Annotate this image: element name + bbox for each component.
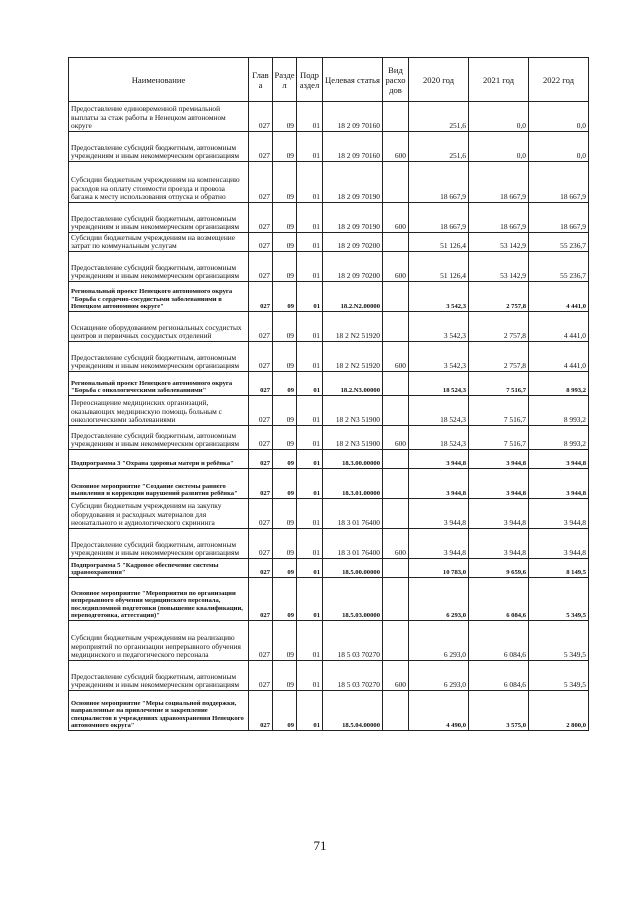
cell-podrazdel: 01 — [297, 621, 323, 661]
cell-y2021: 0,0 — [469, 132, 529, 162]
cell-name: Субсидии бюджетным учреждениям на возмещение затрат по коммунальным услугам — [69, 233, 249, 252]
cell-glava: 027 — [249, 691, 273, 731]
cell-vid: 600 — [383, 132, 409, 162]
header-name: Наименование — [69, 58, 249, 102]
cell-y2020: 51 126,4 — [409, 233, 469, 252]
cell-vid — [383, 102, 409, 132]
cell-y2022: 3 944,8 — [529, 499, 589, 529]
header-podrazdel: Подр аздел — [297, 58, 323, 102]
cell-y2021: 7 516,7 — [469, 426, 529, 450]
cell-name: Предоставление субсидий бюджетным, автономным учреждениям и иным некоммерческим организациям — [69, 426, 249, 450]
cell-y2022: 0,0 — [529, 102, 589, 132]
cell-target: 18.3.01.00000 — [323, 469, 383, 499]
cell-y2022: 4 441,0 — [529, 342, 589, 372]
cell-podrazdel: 01 — [297, 342, 323, 372]
table-row — [69, 102, 589, 132]
cell-glava: 027 — [249, 233, 273, 252]
header-2021: 2021 год — [469, 58, 529, 102]
table-row — [69, 661, 589, 691]
cell-target: 18.3.00.00000 — [323, 450, 383, 469]
cell-razdel: 09 — [273, 203, 297, 233]
cell-podrazdel: 01 — [297, 450, 323, 469]
table-row — [69, 469, 589, 499]
cell-vid: 600 — [383, 342, 409, 372]
cell-vid: 600 — [383, 661, 409, 691]
cell-glava: 027 — [249, 469, 273, 499]
table-row — [69, 233, 589, 252]
cell-y2021: 18 667,9 — [469, 203, 529, 233]
table-row — [69, 162, 589, 203]
cell-y2020: 6 293,0 — [409, 661, 469, 691]
cell-y2021: 3 944,8 — [469, 450, 529, 469]
cell-name: Региональный проект Ненецкого автономного округа "Борьба с онкологическими заболеваниями" — [69, 372, 249, 396]
cell-razdel: 09 — [273, 450, 297, 469]
cell-glava: 027 — [249, 162, 273, 203]
cell-vid — [383, 621, 409, 661]
cell-podrazdel: 01 — [297, 312, 323, 342]
cell-razdel: 09 — [273, 559, 297, 578]
cell-glava: 027 — [249, 621, 273, 661]
cell-glava: 027 — [249, 312, 273, 342]
header-glava: Глав а — [249, 58, 273, 102]
cell-y2022: 0,0 — [529, 132, 589, 162]
cell-y2020: 3 944,8 — [409, 499, 469, 529]
cell-name: Предоставление единовременной премиальной выплаты за стаж работы в Ненецком автономном округе — [69, 102, 249, 132]
cell-glava: 027 — [249, 578, 273, 621]
cell-glava: 027 — [249, 426, 273, 450]
cell-y2020: 18 667,9 — [409, 203, 469, 233]
cell-glava: 027 — [249, 372, 273, 396]
cell-name: Основное мероприятие "Мероприятия по организации непрерывного обучения медицинского персонала, последипломной подготовки (повышение квалификации, переподготовка, аттестация)" — [69, 578, 249, 621]
cell-glava: 027 — [249, 529, 273, 559]
cell-target: 18 3 01 76400 — [323, 499, 383, 529]
cell-name: Подпрограмма 5 "Кадровое обеспечение системы здравоохранения" — [69, 559, 249, 578]
cell-vid: 600 — [383, 252, 409, 282]
cell-vid — [383, 691, 409, 731]
cell-y2020: 6 293,0 — [409, 578, 469, 621]
header-2022: 2022 год — [529, 58, 589, 102]
cell-y2022: 8 993,2 — [529, 396, 589, 426]
budget-table — [68, 57, 589, 731]
cell-name: Предоставление субсидий бюджетным, автономным учреждениям и иным некоммерческим организациям — [69, 132, 249, 162]
cell-target: 18 5 03 70270 — [323, 621, 383, 661]
cell-glava: 027 — [249, 499, 273, 529]
cell-y2020: 6 293,0 — [409, 621, 469, 661]
cell-y2020: 3 542,3 — [409, 312, 469, 342]
cell-name: Предоставление субсидий бюджетным, автономным учреждениям и иным некоммерческим организациям — [69, 529, 249, 559]
cell-y2021: 7 516,7 — [469, 372, 529, 396]
cell-y2022: 3 944,8 — [529, 450, 589, 469]
cell-vid — [383, 372, 409, 396]
cell-razdel: 09 — [273, 312, 297, 342]
cell-vid — [383, 469, 409, 499]
cell-target: 18 2 09 70190 — [323, 162, 383, 203]
cell-y2022: 3 944,8 — [529, 469, 589, 499]
cell-y2021: 6 084,6 — [469, 621, 529, 661]
cell-razdel: 09 — [273, 233, 297, 252]
cell-name: Основное мероприятие "Создание системы раннего выявления и коррекции нарушений развития ребёнка" — [69, 469, 249, 499]
cell-podrazdel: 01 — [297, 499, 323, 529]
cell-target: 18.5.03.00000 — [323, 578, 383, 621]
cell-y2020: 18 524,3 — [409, 396, 469, 426]
cell-razdel: 09 — [273, 282, 297, 312]
cell-vid — [383, 162, 409, 203]
cell-podrazdel: 01 — [297, 252, 323, 282]
cell-y2021: 2 757,8 — [469, 282, 529, 312]
cell-name: Переоснащение медицинских организаций, оказывающих медицинскую помощь больным с онкологическими заболеваниями — [69, 396, 249, 426]
cell-podrazdel: 01 — [297, 372, 323, 396]
table-row — [69, 203, 589, 233]
cell-y2022: 3 944,8 — [529, 529, 589, 559]
cell-y2021: 3 575,0 — [469, 691, 529, 731]
cell-name: Основное мероприятие "Меры социальной поддержки, направленные на привлечение и закрепление специалистов в учреждениях здравоохранения Ненецкого автономного округа" — [69, 691, 249, 731]
cell-y2020: 18 524,3 — [409, 426, 469, 450]
cell-y2022: 5 349,5 — [529, 621, 589, 661]
cell-razdel: 09 — [273, 426, 297, 450]
cell-razdel: 09 — [273, 396, 297, 426]
table-row — [69, 132, 589, 162]
cell-razdel: 09 — [273, 578, 297, 621]
cell-target: 18 5 03 70270 — [323, 661, 383, 691]
cell-vid — [383, 559, 409, 578]
cell-razdel: 09 — [273, 621, 297, 661]
cell-glava: 027 — [249, 203, 273, 233]
cell-y2020: 4 490,0 — [409, 691, 469, 731]
cell-y2022: 55 236,7 — [529, 252, 589, 282]
cell-target: 18 2 09 70160 — [323, 132, 383, 162]
header-2020: 2020 год — [409, 58, 469, 102]
cell-razdel: 09 — [273, 102, 297, 132]
cell-podrazdel: 01 — [297, 559, 323, 578]
cell-podrazdel: 01 — [297, 132, 323, 162]
cell-y2021: 6 084,6 — [469, 661, 529, 691]
cell-glava: 027 — [249, 450, 273, 469]
cell-target: 18 2 09 70160 — [323, 102, 383, 132]
cell-target: 18 2 N2 51920 — [323, 312, 383, 342]
cell-y2022: 18 667,9 — [529, 162, 589, 203]
cell-razdel: 09 — [273, 691, 297, 731]
cell-target: 18.2.N2.00000 — [323, 282, 383, 312]
cell-glava: 027 — [249, 132, 273, 162]
table-header-row — [69, 58, 589, 102]
cell-razdel: 09 — [273, 529, 297, 559]
cell-y2020: 3 944,8 — [409, 529, 469, 559]
cell-glava: 027 — [249, 396, 273, 426]
cell-name: Субсидии бюджетным учреждениям на реализацию мероприятий по организации непрерывного обучения медицинского и педагогического персонала — [69, 621, 249, 661]
table-body — [69, 102, 589, 731]
cell-podrazdel: 01 — [297, 203, 323, 233]
cell-podrazdel: 01 — [297, 396, 323, 426]
cell-name: Региональный проект Ненецкого автономного округа "Борьба с сердечно-сосудистыми заболеваниями в Ненецком автономном округе" — [69, 282, 249, 312]
cell-target: 18 2 N3 51900 — [323, 426, 383, 450]
cell-glava: 027 — [249, 102, 273, 132]
cell-razdel: 09 — [273, 132, 297, 162]
cell-y2020: 51 126,4 — [409, 252, 469, 282]
cell-podrazdel: 01 — [297, 529, 323, 559]
cell-vid — [383, 312, 409, 342]
header-vid: Вид расхо дов — [383, 58, 409, 102]
cell-y2020: 18 524,3 — [409, 372, 469, 396]
cell-vid — [383, 396, 409, 426]
cell-y2021: 3 944,8 — [469, 469, 529, 499]
cell-y2020: 18 667,9 — [409, 162, 469, 203]
cell-y2022: 5 349,5 — [529, 578, 589, 621]
cell-target: 18 2 09 70200 — [323, 233, 383, 252]
header-target: Целевая статья — [323, 58, 383, 102]
cell-podrazdel: 01 — [297, 578, 323, 621]
cell-target: 18 3 01 76400 — [323, 529, 383, 559]
cell-y2021: 3 944,8 — [469, 499, 529, 529]
cell-glava: 027 — [249, 252, 273, 282]
cell-y2020: 3 542,3 — [409, 342, 469, 372]
table-row — [69, 450, 589, 469]
cell-y2022: 4 441,0 — [529, 312, 589, 342]
cell-razdel: 09 — [273, 661, 297, 691]
cell-y2021: 3 944,8 — [469, 529, 529, 559]
cell-name: Предоставление субсидий бюджетным, автономным учреждениям и иным некоммерческим организациям — [69, 342, 249, 372]
table-row — [69, 691, 589, 731]
cell-y2021: 2 757,8 — [469, 342, 529, 372]
cell-razdel: 09 — [273, 162, 297, 203]
cell-name: Предоставление субсидий бюджетным, автономным учреждениям и иным некоммерческим организациям — [69, 661, 249, 691]
cell-y2020: 3 542,3 — [409, 282, 469, 312]
cell-y2021: 7 516,7 — [469, 396, 529, 426]
cell-vid — [383, 450, 409, 469]
cell-podrazdel: 01 — [297, 282, 323, 312]
cell-y2020: 251,6 — [409, 132, 469, 162]
cell-podrazdel: 01 — [297, 469, 323, 499]
cell-target: 18 2 N3 51900 — [323, 396, 383, 426]
header-razdel: Разде л — [273, 58, 297, 102]
cell-razdel: 09 — [273, 372, 297, 396]
cell-glava: 027 — [249, 559, 273, 578]
cell-name: Оснащение оборудованием региональных сосудистых центров и первичных сосудистых отделений — [69, 312, 249, 342]
cell-name: Предоставление субсидий бюджетным, автономным учреждениям и иным некоммерческим организациям — [69, 203, 249, 233]
table-row — [69, 621, 589, 661]
cell-target: 18 2 N2 51920 — [323, 342, 383, 372]
cell-target: 18 2 09 70190 — [323, 203, 383, 233]
cell-y2020: 251,6 — [409, 102, 469, 132]
cell-y2020: 10 783,0 — [409, 559, 469, 578]
cell-y2020: 3 944,8 — [409, 450, 469, 469]
cell-vid — [383, 499, 409, 529]
cell-vid: 600 — [383, 203, 409, 233]
cell-razdel: 09 — [273, 342, 297, 372]
cell-vid — [383, 578, 409, 621]
cell-name: Субсидии бюджетным учреждениям на компенсацию расходов на оплату стоимости проезда и провоза багажа к месту использования отпуска и обратно — [69, 162, 249, 203]
table-row — [69, 312, 589, 342]
cell-y2022: 4 441,0 — [529, 282, 589, 312]
cell-podrazdel: 01 — [297, 102, 323, 132]
table-row — [69, 426, 589, 450]
cell-y2021: 53 142,9 — [469, 233, 529, 252]
cell-target: 18 2 09 70200 — [323, 252, 383, 282]
cell-podrazdel: 01 — [297, 426, 323, 450]
cell-y2021: 18 667,9 — [469, 162, 529, 203]
cell-vid: 600 — [383, 529, 409, 559]
cell-vid: 600 — [383, 426, 409, 450]
table-row — [69, 529, 589, 559]
cell-podrazdel: 01 — [297, 233, 323, 252]
cell-glava: 027 — [249, 342, 273, 372]
cell-podrazdel: 01 — [297, 691, 323, 731]
table-row — [69, 578, 589, 621]
cell-name: Предоставление субсидий бюджетным, автономным учреждениям и иным некоммерческим организациям — [69, 252, 249, 282]
cell-target: 18.2.N3.00000 — [323, 372, 383, 396]
cell-podrazdel: 01 — [297, 162, 323, 203]
cell-vid — [383, 282, 409, 312]
cell-y2022: 18 667,9 — [529, 203, 589, 233]
cell-glava: 027 — [249, 661, 273, 691]
cell-target: 18.5.00.00000 — [323, 559, 383, 578]
cell-name: Подпрограмма 3 "Охрана здоровья матери и ребёнка" — [69, 450, 249, 469]
cell-y2022: 5 349,5 — [529, 661, 589, 691]
table-row — [69, 282, 589, 312]
cell-y2022: 2 800,0 — [529, 691, 589, 731]
cell-y2020: 3 944,8 — [409, 469, 469, 499]
cell-y2022: 55 236,7 — [529, 233, 589, 252]
cell-podrazdel: 01 — [297, 661, 323, 691]
budget-table-sheet — [68, 57, 588, 731]
cell-y2022: 8 993,2 — [529, 372, 589, 396]
cell-glava: 027 — [249, 282, 273, 312]
cell-razdel: 09 — [273, 252, 297, 282]
cell-y2022: 8 149,5 — [529, 559, 589, 578]
cell-y2021: 9 659,6 — [469, 559, 529, 578]
cell-y2021: 2 757,8 — [469, 312, 529, 342]
cell-name: Субсидии бюджетным учреждениям на закупку оборудования и расходных материалов для неонатального и аудиологического скрининга — [69, 499, 249, 529]
cell-target: 18.5.04.00000 — [323, 691, 383, 731]
cell-razdel: 09 — [273, 499, 297, 529]
table-row — [69, 252, 589, 282]
page-number: 71 — [313, 838, 327, 853]
cell-y2021: 6 084,6 — [469, 578, 529, 621]
cell-y2021: 0,0 — [469, 102, 529, 132]
table-row — [69, 372, 589, 396]
table-row — [69, 342, 589, 372]
table-row — [69, 396, 589, 426]
table-row — [69, 499, 589, 529]
cell-razdel: 09 — [273, 469, 297, 499]
cell-vid — [383, 233, 409, 252]
cell-y2021: 53 142,9 — [469, 252, 529, 282]
table-row — [69, 559, 589, 578]
cell-y2022: 8 993,2 — [529, 426, 589, 450]
